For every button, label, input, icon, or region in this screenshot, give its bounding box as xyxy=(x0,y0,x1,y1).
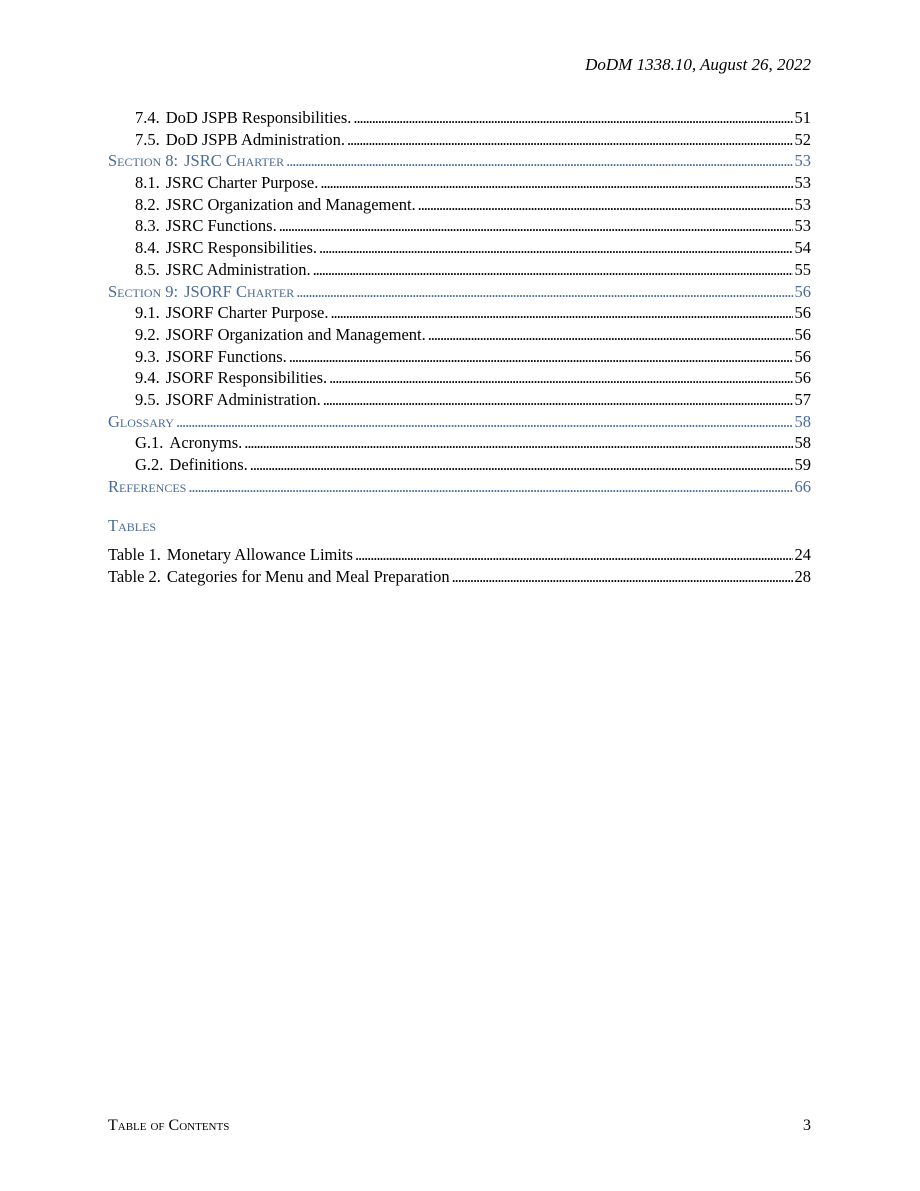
toc-entry-page: 56 xyxy=(794,324,811,344)
dot-leader xyxy=(244,433,792,453)
toc-entry-page: 58 xyxy=(794,433,811,453)
toc-subsection-entry[interactable] xyxy=(108,347,811,369)
tables-heading: Tables xyxy=(108,516,157,535)
dot-leader xyxy=(319,238,792,258)
toc-entry-number: 9.3. xyxy=(135,346,160,366)
toc-entry-title: Acronyms. xyxy=(169,433,243,453)
toc-entry-title: JSORF Administration. xyxy=(165,389,321,409)
toc-entry-page: 54 xyxy=(794,238,811,258)
toc-section-entry[interactable] xyxy=(108,151,811,173)
toc-entry-page: 66 xyxy=(794,476,811,496)
toc-entry-page: 53 xyxy=(794,216,811,236)
toc-entry-title: JSRC Functions. xyxy=(165,216,277,236)
toc-entry-title: JSRC Charter Purpose. xyxy=(165,173,319,193)
dot-leader xyxy=(323,390,793,410)
toc-entry-label xyxy=(135,238,317,258)
toc-entry-title: JSORF Functions. xyxy=(165,346,287,366)
toc-entry-title: Categories for Menu and Meal Preparation xyxy=(166,566,450,586)
toc-entry-label xyxy=(135,108,351,128)
toc-entry-label xyxy=(108,282,294,302)
toc-entry-number: G.1. xyxy=(135,433,164,453)
dot-leader xyxy=(452,567,793,587)
toc-entry-number: 9.2. xyxy=(135,324,160,344)
toc-entry-page: 53 xyxy=(794,194,811,214)
toc-entry-number: 8.4. xyxy=(135,238,160,258)
toc-entry-title: JSRC Charter xyxy=(184,151,285,171)
toc-entry-title: JSRC Organization and Management. xyxy=(165,194,416,214)
dot-leader xyxy=(347,130,793,150)
toc-entry-label xyxy=(135,260,311,280)
dot-leader xyxy=(418,195,793,215)
toc-entry-page: 59 xyxy=(794,455,811,474)
toc-section-entry[interactable] xyxy=(108,477,811,499)
toc-subsection-entry[interactable] xyxy=(108,130,811,152)
toc-entry-number: Section 9: xyxy=(108,281,179,301)
toc-entry-number: Section 8: xyxy=(108,151,179,171)
dot-leader xyxy=(428,325,793,345)
toc-entry-label xyxy=(135,216,277,236)
dot-leader xyxy=(330,303,792,323)
table-list-entry[interactable] xyxy=(108,567,811,589)
toc-entry-page: 53 xyxy=(794,151,811,171)
toc-entry-page: 52 xyxy=(794,129,811,149)
toc-entry-label xyxy=(135,390,321,410)
tables-list xyxy=(108,545,811,588)
toc-subsection-entry[interactable] xyxy=(108,173,811,195)
toc-entry-title: Monetary Allowance Limits xyxy=(166,545,353,564)
dot-leader xyxy=(320,173,792,193)
dot-leader xyxy=(329,368,792,388)
dot-leader xyxy=(296,282,792,302)
document-header: DoDM 1338.10, August 26, 2022 xyxy=(585,55,811,74)
toc-entry-title: DoD JSPB Responsibilities. xyxy=(165,108,352,127)
toc-entry-label xyxy=(135,368,327,388)
toc-subsection-entry[interactable] xyxy=(108,368,811,390)
toc-entry-page: 53 xyxy=(794,173,811,193)
dot-leader xyxy=(176,412,793,432)
toc-subsection-entry[interactable] xyxy=(108,303,811,325)
toc-section-entry[interactable] xyxy=(108,282,811,304)
toc-entry-label xyxy=(135,173,318,193)
toc-entry-number: G.2. xyxy=(135,455,164,474)
toc-subsection-entry[interactable] xyxy=(108,260,811,282)
toc-entry-title: DoD JSPB Administration. xyxy=(165,129,345,149)
toc-entry-label xyxy=(108,151,284,171)
toc-entry-page: 56 xyxy=(794,281,811,301)
toc-subsection-entry[interactable] xyxy=(108,216,811,238)
dot-leader xyxy=(188,477,792,497)
toc-entry-title: Glossary xyxy=(108,411,174,431)
toc-entry-page: 28 xyxy=(794,566,811,586)
dot-leader xyxy=(250,455,793,475)
toc-entry-title: JSRC Responsibilities. xyxy=(165,238,318,258)
toc-entry-page: 24 xyxy=(794,545,811,564)
toc-entry-label xyxy=(108,412,174,432)
toc-entry-label xyxy=(135,195,416,215)
toc-entry-label xyxy=(135,455,248,475)
page-number: 3 xyxy=(803,1117,811,1134)
toc-entry-number: 7.5. xyxy=(135,129,160,149)
toc-entry-page: 56 xyxy=(794,368,811,388)
toc-entry-number: 7.4. xyxy=(135,108,160,127)
toc-entry-title: JSORF Organization and Management. xyxy=(165,324,426,344)
toc-entry-number: 9.1. xyxy=(135,303,160,323)
toc-entry-label xyxy=(108,567,450,587)
toc-entry-title: JSORF Charter xyxy=(184,281,295,301)
toc-entry-title: JSORF Responsibilities. xyxy=(165,368,328,388)
toc-entry-number: 8.2. xyxy=(135,194,160,214)
toc-entry-page: 56 xyxy=(794,346,811,366)
table-of-contents xyxy=(108,108,811,498)
toc-entry-number: Table 2. xyxy=(108,566,161,586)
toc-subsection-entry[interactable] xyxy=(108,195,811,217)
toc-entry-number: 9.5. xyxy=(135,389,160,409)
toc-subsection-entry[interactable] xyxy=(108,108,811,130)
toc-entry-number: 8.5. xyxy=(135,259,160,279)
toc-entry-label xyxy=(135,433,242,453)
toc-entry-title: References xyxy=(108,476,187,496)
toc-subsection-entry[interactable] xyxy=(108,433,811,455)
toc-entry-page: 56 xyxy=(794,303,811,323)
toc-entry-label xyxy=(108,477,186,497)
toc-entry-title: JSORF Charter Purpose. xyxy=(165,303,329,323)
toc-entry-number: 9.4. xyxy=(135,368,160,388)
toc-entry-number: Table 1. xyxy=(108,545,161,564)
toc-entry-label xyxy=(135,347,287,367)
toc-entry-number: 8.3. xyxy=(135,216,160,236)
toc-entry-number: 8.1. xyxy=(135,173,160,193)
dot-leader xyxy=(313,260,793,280)
toc-entry-title: Definitions. xyxy=(169,455,248,474)
toc-entry-title: JSRC Administration. xyxy=(165,259,311,279)
toc-entry-label xyxy=(108,545,353,565)
toc-subsection-entry[interactable] xyxy=(108,238,811,260)
toc-entry-label xyxy=(135,130,345,150)
dot-leader xyxy=(355,545,793,565)
toc-entry-label xyxy=(135,325,426,345)
dot-leader xyxy=(286,151,792,171)
dot-leader xyxy=(279,216,793,236)
toc-section-entry[interactable] xyxy=(108,412,811,434)
toc-entry-page: 58 xyxy=(794,411,811,431)
footer-label: Table of Contents xyxy=(108,1117,230,1134)
toc-entry-label xyxy=(135,303,328,323)
dot-leader xyxy=(353,108,792,128)
toc-subsection-entry[interactable] xyxy=(108,325,811,347)
table-list-entry[interactable] xyxy=(108,545,811,567)
toc-entry-page: 57 xyxy=(794,389,811,409)
toc-subsection-entry[interactable] xyxy=(108,455,811,477)
toc-entry-page: 51 xyxy=(794,108,811,127)
toc-entry-page: 55 xyxy=(794,259,811,279)
toc-subsection-entry[interactable] xyxy=(108,390,811,412)
dot-leader xyxy=(289,347,793,367)
